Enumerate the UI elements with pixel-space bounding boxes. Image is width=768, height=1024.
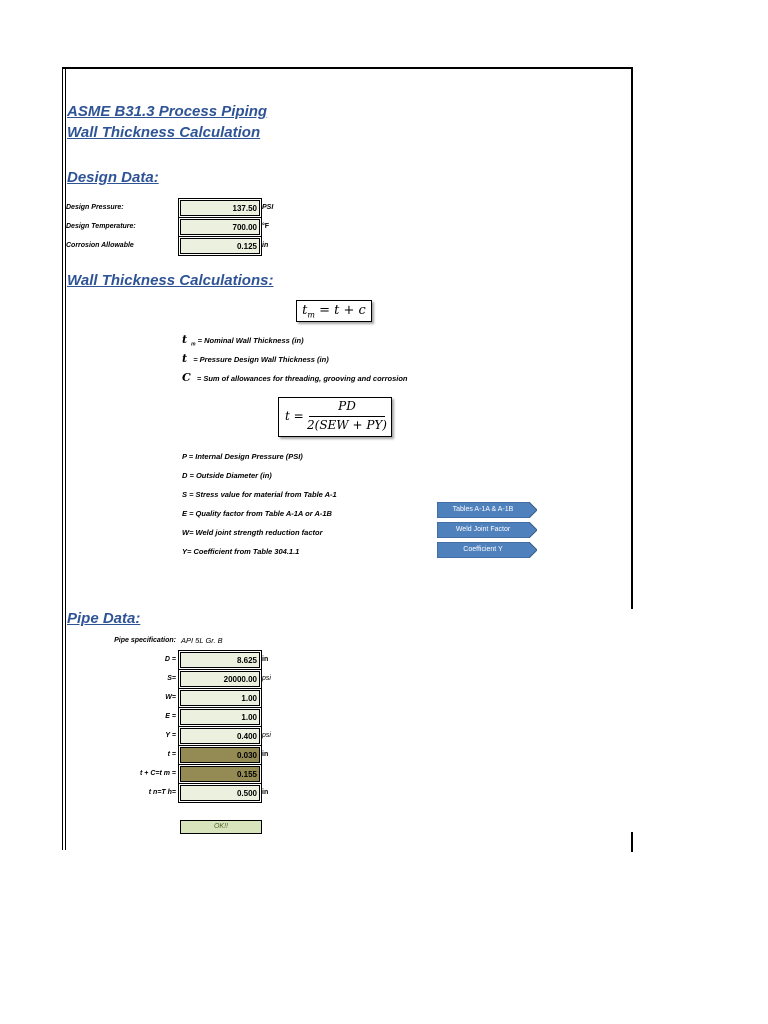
pipe-spec-value: API 5L Gr. B — [181, 636, 223, 645]
formula2-numerator: PD — [338, 399, 356, 413]
pipe-t-unit: in — [262, 751, 269, 758]
pipe-t-result: 0.030 — [180, 747, 260, 763]
pressure-thickness-formula — [278, 397, 392, 437]
design-temperature-label: Design Temperature: — [66, 223, 136, 230]
pipe-spec-label: Pipe specification: — [114, 637, 176, 644]
formula2-fraction-bar — [309, 416, 385, 417]
pipe-d-cell[interactable]: 8.625 — [180, 652, 260, 668]
formula1-sub: m — [307, 310, 315, 320]
def-t — [182, 352, 329, 365]
design-pressure-unit: PSI — [262, 204, 274, 211]
pipe-e-cell[interactable]: 1.00 — [180, 709, 260, 725]
pipe-tm-label: t + C=t m = — [140, 770, 176, 777]
def-c-text: = Sum of allowances for threading, grooving and corrosion — [196, 374, 408, 383]
pipe-d-label: D = — [164, 656, 176, 663]
def-d: D = Outside Diameter (in) — [182, 471, 272, 480]
formula2-lhs: t = — [285, 409, 304, 423]
sheet-frame-right-tick — [631, 832, 633, 852]
status-badge: OK!! — [180, 820, 262, 834]
pipe-tn-label: t n=T h= — [148, 789, 176, 796]
def-c — [182, 371, 408, 384]
pipe-data-heading: Pipe Data: — [67, 610, 141, 627]
formula2-denominator: 2(SEW + PY) — [307, 418, 387, 432]
pipe-y-unit: psi — [262, 732, 271, 739]
pipe-y-label: Y = — [165, 732, 176, 739]
nominal-thickness-formula — [296, 300, 372, 322]
def-tm-text: = Nominal Wall Thickness (in) — [197, 336, 304, 345]
pipe-s-label: S= — [167, 675, 176, 682]
coefficient-y-button[interactable]: Coefficient Y — [437, 542, 537, 558]
wall-thickness-heading: Wall Thickness Calculations: — [67, 272, 274, 289]
formula1-lhs: t — [302, 303, 308, 318]
pipe-tm-result: 0.155 — [180, 766, 260, 782]
def-tm-symbol: t — [182, 333, 188, 346]
def-tm: t $_m$ = Nominal Wall Thickness (in) — [182, 333, 304, 348]
def-y: Y= Coefficient from Table 304.1.1 — [182, 547, 300, 556]
def-t-text: = Pressure Design Wall Thickness (in) — [193, 355, 329, 364]
pipe-s-cell[interactable]: 20000.00 — [180, 671, 260, 687]
def-t-symbol: t — [182, 352, 188, 365]
sheet-frame-right — [631, 67, 633, 609]
pipe-d-unit: in — [262, 656, 269, 663]
pipe-tn-unit: in — [262, 789, 269, 796]
def-p: P = Internal Design Pressure (PSI) — [182, 452, 303, 461]
weld-joint-factor-button[interactable]: Weld Joint Factor — [437, 522, 537, 538]
def-s: S = Stress value for material from Table A-1 — [182, 490, 337, 499]
def-c-symbol: C — [182, 371, 191, 384]
pipe-w-label: W= — [165, 694, 176, 701]
pipe-t-label: t = — [167, 751, 176, 758]
formula1-rhs: = t + c — [319, 303, 366, 318]
pipe-s-unit: psi — [262, 675, 271, 682]
pipe-tn-cell[interactable]: 0.500 — [180, 785, 260, 801]
sheet-frame-left — [62, 67, 63, 850]
corrosion-allowable-label: Corrosion Allowable — [66, 242, 134, 249]
pipe-w-cell[interactable]: 1.00 — [180, 690, 260, 706]
tables-a1a-a1b-button[interactable]: Tables A-1A & A-1B — [437, 502, 537, 518]
pipe-y-cell[interactable]: 0.400 — [180, 728, 260, 744]
pipe-e-label: E = — [165, 713, 176, 720]
corrosion-allowable-cell[interactable]: 0.125 — [180, 238, 260, 254]
page-title-line2: Wall Thickness Calculation — [67, 124, 261, 141]
def-e: E = Quality factor from Table A-1A or A-1B — [182, 509, 332, 518]
sheet-frame-left-inner — [65, 69, 66, 850]
corrosion-allowable-unit: in — [262, 242, 269, 249]
design-temperature-unit: °F — [262, 223, 270, 230]
page-title-line1: ASME B31.3 Process Piping — [67, 103, 268, 120]
design-temperature-cell[interactable]: 700.00 — [180, 219, 260, 235]
sheet-frame-top — [62, 67, 633, 69]
design-pressure-label: Design Pressure: — [66, 204, 124, 211]
design-data-heading: Design Data: — [67, 169, 159, 186]
def-w: W= Weld joint strength reduction factor — [182, 528, 323, 537]
design-pressure-cell[interactable]: 137.50 — [180, 200, 260, 216]
